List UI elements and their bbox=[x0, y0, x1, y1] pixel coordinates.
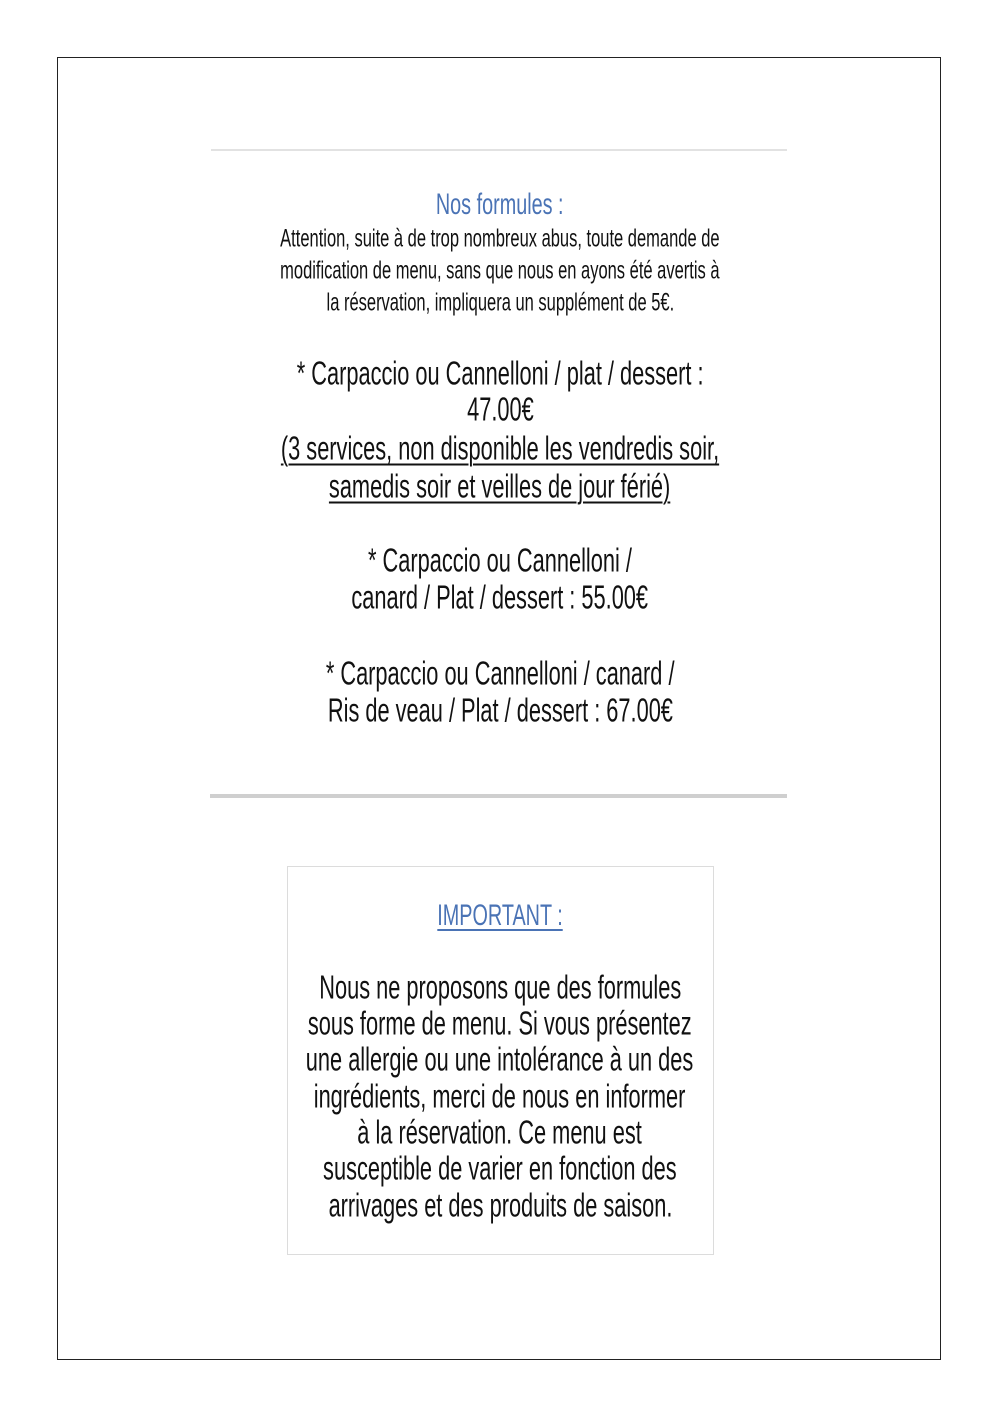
top-divider bbox=[211, 149, 787, 151]
important-line: à la réservation. Ce menu est bbox=[357, 1113, 643, 1151]
formula-1-line: * Carpaccio ou Cannelloni / plat / dessert : bbox=[296, 354, 704, 392]
notice-line: modification de menu, sans que nous en ayons été avertis à bbox=[280, 256, 720, 285]
notice-line: la réservation, impliquera un supplément de 5€. bbox=[326, 288, 674, 317]
important-line: une allergie ou une intolérance à un des bbox=[306, 1040, 694, 1078]
section-title: Nos formules : bbox=[436, 188, 564, 221]
formula-1-price: 47.00€ bbox=[466, 390, 534, 428]
section-divider bbox=[210, 794, 787, 798]
important-line: susceptible de varier en fonction des bbox=[323, 1149, 677, 1187]
notice-line: Attention, suite à de trop nombreux abus, toute demande de bbox=[280, 224, 720, 253]
important-line: ingrédients, merci de nous en informer bbox=[314, 1077, 686, 1115]
formula-1-note: samedis soir et veilles de jour férié) bbox=[329, 467, 671, 505]
formula-2-line: * Carpaccio ou Cannelloni / bbox=[368, 541, 632, 579]
formula-3-line: * Carpaccio ou Cannelloni / canard / bbox=[325, 654, 675, 692]
important-line: sous forme de menu. Si vous présentez bbox=[308, 1004, 692, 1042]
formula-3-line: Ris de veau / Plat / dessert : 67.00€ bbox=[327, 691, 673, 729]
important-line: Nous ne proposons que des formules bbox=[318, 968, 682, 1006]
formula-2-line: canard / Plat / dessert : 55.00€ bbox=[351, 578, 649, 616]
important-line: arrivages et des produits de saison. bbox=[328, 1186, 672, 1224]
important-title: IMPORTANT : bbox=[437, 899, 563, 932]
formula-1-note: (3 services, non disponible les vendredis soir, bbox=[280, 429, 720, 467]
